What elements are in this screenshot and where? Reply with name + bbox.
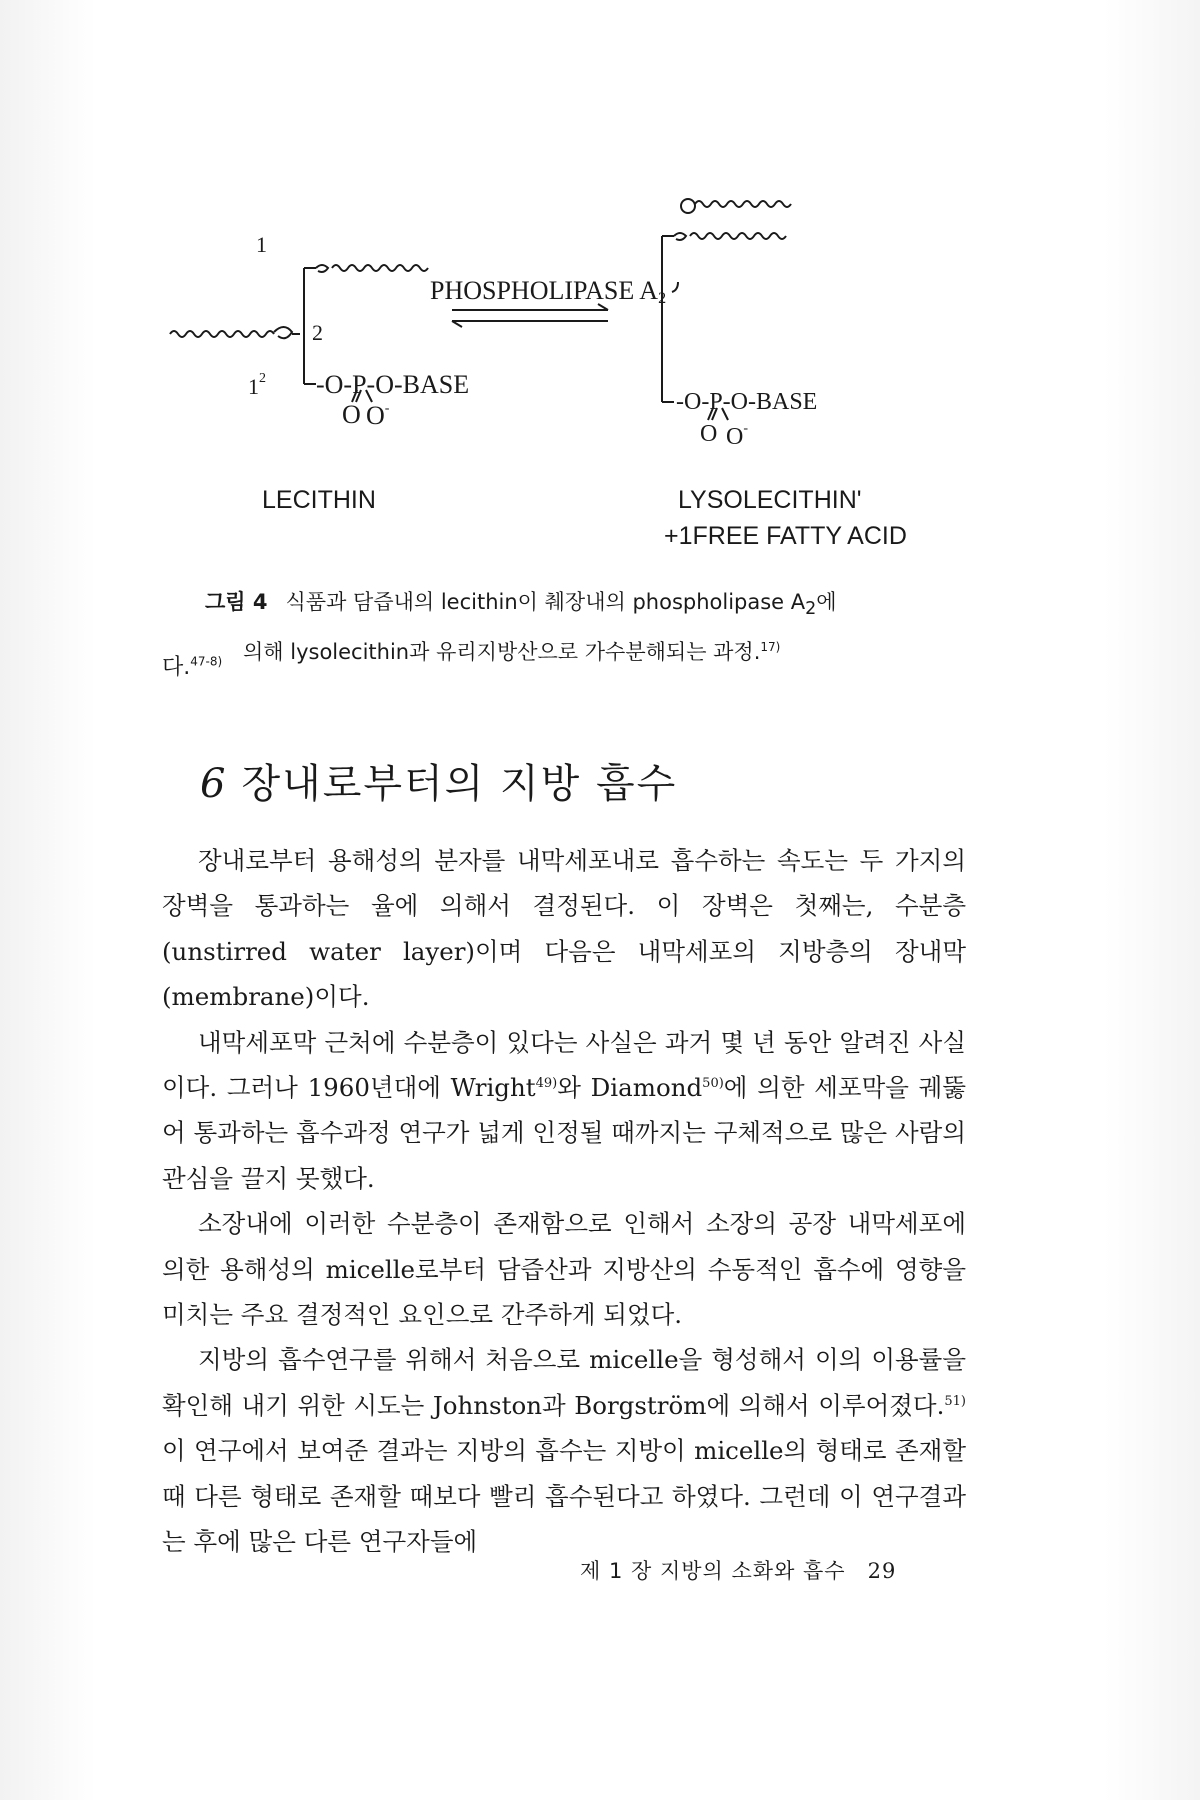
left-oxygen-double: O [342, 400, 361, 429]
position-label-2: 2 [312, 320, 323, 345]
citation-ref: 50) [702, 1075, 724, 1091]
free-fatty-acid-head [681, 199, 695, 213]
citation-ref: 47-8) [190, 654, 223, 669]
position-label-1: 1 [256, 232, 267, 257]
citation-ref: 51) [944, 1393, 966, 1409]
left-sn1-chain [332, 265, 428, 271]
position-label-3: $1^2$ [248, 371, 266, 399]
section-number: 6 [200, 761, 228, 807]
lysolecithin-label: LYSOLECITHIN' [678, 486, 862, 514]
left-sn2-chain [170, 331, 274, 337]
paragraph-4: 지방의 흡수연구를 위해서 처음으로 micelle을 형성해서 이의 이용률을 확인해 내기 위한 시도는 Johnston과 Borgström에 의해서 이루어졌다.$^{51)}$ 이 연구에서 보여준 결과는 지방의 흡수는 지방이 micelle의 형태로 존재할 때 다른 형태로 존재할 때보다 빨리 흡수된다고 하였다. 그런데 이 연구결과는 후에 많은 다른 연구자들에 [162, 1345, 966, 1557]
free-fatty-acid-label: +1FREE FATTY ACID [664, 522, 907, 550]
enzyme-label: PHOSPHOLIPASE $A_2$ [430, 276, 667, 307]
right-phosphate-group: -O-P-O-BASE [676, 389, 818, 415]
paragraph-3: 소장내에 이러한 수분층이 존재함으로 인해서 소장의 공장 내막세포에 의한 용해성의 micelle로부터 담즙산과 지방산의 수동적인 흡수에 영향을 미치는 주요 결정적인 요인으로 간주하게 되었다. [162, 1209, 966, 1330]
right-oxygen-double: O [700, 421, 718, 447]
right-oxygen-anion: O- [726, 421, 749, 450]
running-footer [580, 1555, 896, 1585]
right-sn1-chain [690, 233, 786, 239]
left-sn2-ester [274, 327, 292, 338]
figure-caption [205, 583, 995, 671]
left-sn1-ester [316, 265, 328, 272]
caption-line-1: 그림 4 식품과 담즙내의 lecithin이 췌장내의 phospholipase $A_2$에 [205, 590, 837, 620]
chapter-title: 제 1 장 지방의 소화와 흡수 [580, 1559, 846, 1583]
section-title: 장내로부터의 지방 흡수 [241, 761, 678, 807]
body-text [162, 838, 966, 1565]
section-heading [200, 752, 677, 809]
caption-line-2: 의해 lysolecithin과 유리지방산으로 가수분해되는 과정.$^{17)}$ [243, 640, 781, 665]
reaction-diagram [140, 190, 980, 570]
left-oxygen-anion: O- [366, 401, 390, 430]
free-fatty-acid-chain [695, 201, 791, 207]
figure-label: 그림 4 [205, 590, 268, 614]
left-phosphate-group: -O-P-O-BASE [316, 370, 470, 399]
page-number: 29 [867, 1559, 897, 1583]
orphan-line: 다.$^{47-8)}$ [162, 654, 223, 680]
paragraph-2: 내막세포막 근처에 수분층이 있다는 사실은 과거 몇 년 동안 알려진 사실이다. 그러나 1960년대에 Wright$^{49)}$와 Diamond$^{50)}$에 의한 세포막을 궤뚫어 통과하는 흡수과정 연구가 넓게 인정될 때까지는 구체적으로 많은 사람의 관심을 끌지 못했다. [162, 1027, 966, 1193]
citation-ref: 49) [535, 1075, 558, 1091]
paragraph-1: 장내로부터 용해성의 분자를 내막세포내로 흡수하는 속도는 두 가지의 장벽을 통과하는 율에 의해서 결정된다. 이 장벽은 첫째는, 수분층(unstirred water layer)이며 다음은 내막세포의 지방층의 장내막(membrane)이다. [162, 846, 966, 1012]
lecithin-label: LECITHIN [262, 486, 376, 514]
